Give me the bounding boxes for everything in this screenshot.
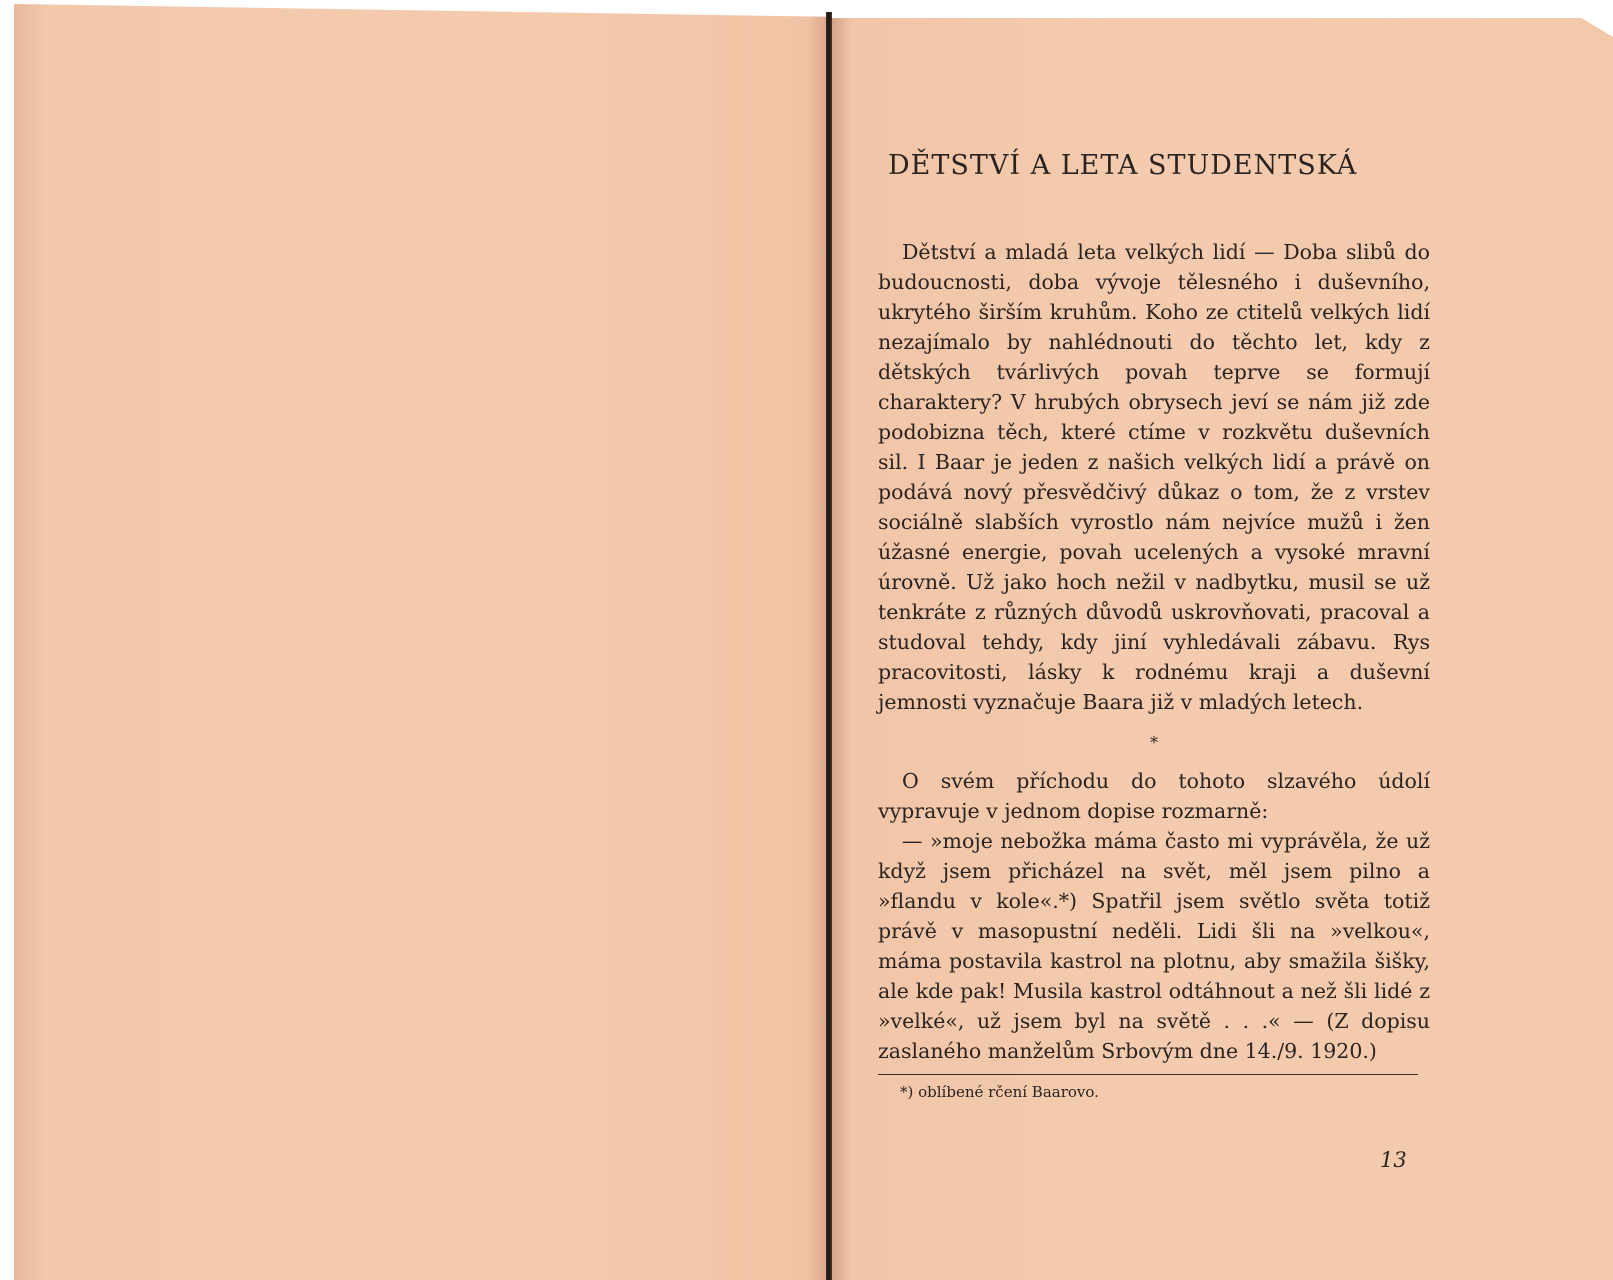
paragraph-intro: Dětství a mladá leta velkých lidí — Doba slibů do budoucnosti, doba vývoje tělesného i duševního, ukrytého širším kruhům. Koho ze ctitelů velkých lidí nezajímalo by nahlédnouti do těchto let, kdy z dětských tvárlivých povah teprve se formují charaktery? V hrubých obrysech jeví se nám již zde podobizna těch, které ctíme v rozkvětu duševních sil. I Baar je jeden z našich velkých lidí a právě on podává nový přesvědčivý důkaz o tom, že z vrstev sociálně slabších vyrostlo nám nejvíce mužů i žen úžasné energie, povah ucelených a vysoké mravní úrovně. Už jako hoch nežil v nadbytku, musil se už tenkráte z různých důvodů uskrovňovati, pracoval a studoval tehdy, kdy jiní vyhledávali zábavu. Rys pracovitosti, lásky k rodnému kraji a duševní jemnosti vyznačuje Baara již v mladých letech. [878,240,1430,714]
book-gutter [826,12,832,1280]
footnote: *) oblíbené rčení Baarovo. [900,1083,1099,1101]
left-page-blank [14,4,830,1280]
footnote-divider [878,1074,1418,1075]
chapter-title: DĚTSTVÍ A LETA STUDENTSKÁ [888,150,1358,181]
page-text-block [878,150,1430,1101]
paragraph-birth-intro: O svém příchodu do tohoto slzavého údolí vypravuje v jednom dopise rozmarně: [878,769,1430,823]
section-separator: * [1150,733,1158,752]
page-number: 13 [1380,1148,1407,1172]
paragraph-letter-quote: — »moje nebožka máma často mi vyprávěla, že už když jsem přicházel na svět, měl jsem pilno a »flandu v kole«.*) Spatřil jsem světlo světa totiž právě v masopustní neděli. Lidi šli na »velkou«, máma postavila kastrol na plotnu, aby smažila šišky, ale kde pak! Musila kastrol odtáhnout a než šli lidé z »velké«, už jsem byl na světě . . .« — (Z dopisu zaslaného manželům Srbovým dne 14./9. 1920.) [878,829,1430,1063]
